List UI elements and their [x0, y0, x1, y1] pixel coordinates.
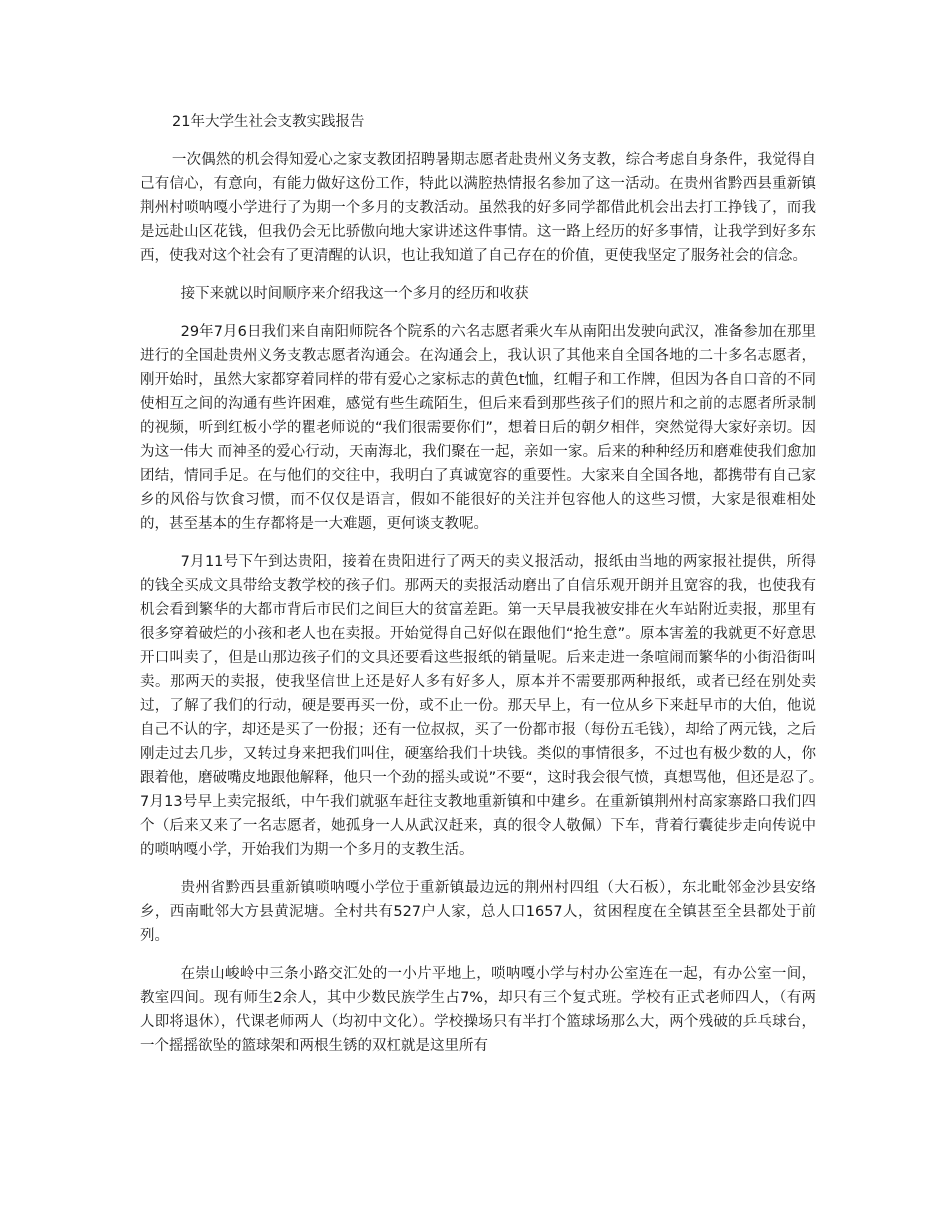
paragraph-transition: 接下来就以时间顺序来介绍我这一个多月的经历和收获 — [180, 286, 529, 302]
paragraph-guiyang-newspaper: 7月11号下午到达贵阳，接着在贵阳进行了两天的卖义报活动，报纸由当地的两家报社提供，所得的钱全买成文具带给支教学校的孩子们。那两天的卖报活动磨出了自信乐观开朗并且宽容的我，也使我有机会看到繁华的大都市背后市民们之间巨大的贫富差距。第一天早晨我被安排在火车站附近卖报，那里有很多穿着破烂的小孩和老人也在卖报。开始觉得自己好似在跟他们“抢生意”。原本害羞的我就更不好意思开口叫卖了，但是山那边孩子们的文具还要看这些报纸的销量呢。后来走进一条喧闹而繁华的小街沿街叫卖。那两天的卖报，使我坚信世上还是好人多有好多人，原本并不需要那两种报纸，或者已经在别处卖过，了解了我们的行动，硬是要再买一份，或不止一份。那天早上，有一位从乡下来赶早市的大伯，他说自己不认的字，却还是买了一份报；还有一位叔叔，买了一份都市报（每份五毛钱），却给了两元钱，之后刚走过去几步，又转过身来把我们叫住，硬塞给我们十块钱。类似的事情很多，不过也有极少数的人，你跟着他，磨破嘴皮地跟他解释，他只一个劲的摇头或说”不要“，这时我会很气愤，真想骂他，但还是忍了。 7月13号早上卖完报纸，中午我们就驱车赶往支教地重新镇和中建乡。在重新镇荆州村高家寨路口我们四个（后来又来了一名志愿者，她孤身一人从武汉赶来，真的很令人敬佩）下车，背着行囊徒步走向传说中的唢呐嘎小学，开始我们为期一个多月的支教生活。 — [140, 554, 831, 858]
paragraph-school-location: 贵州省黔西县重新镇唢呐嘎小学位于重新镇最边远的荆州村四组（大石板），东北毗邻金沙县安络乡，西南毗邻大方县黄泥塘。全村共有527户人家，总人口1657人，贫困程度在全镇甚至全县都处于前列。 — [140, 880, 816, 944]
document-title: 21年大学生社会支教实践报告 — [172, 114, 365, 130]
paragraph-school-conditions: 在崇山峻岭中三条小路交汇处的一小片平地上，唢呐嘎小学与村办公室连在一起，有办公室一间，教室四间。现有师生2余人，其中少数民族学生占7%，却只有三个复式班。学校有正式老师四人，（有两人即将退休），代课老师两人（均初中文化）。学校操场只有半打个篮球场那么大，两个残破的乒乓球台，一个摇摇欲坠的篮球架和两根生锈的双杠就是这里所有 — [140, 966, 816, 1054]
paragraph-intro: 一次偶然的机会得知爱心之家支教团招聘暑期志愿者赴贵州义务支教，综合考虑自身条件，我觉得自己有信心，有意向，有能力做好这份工作，特此以满腔热情报名参加了这一活动。在贵州省黔西县重新镇荆州村唢呐嘎小学进行了为期一个多月的支教活动。虽然我的好多同学都借此机会出去打工挣钱了，而我是远赴山区花钱，但我仍会无比骄傲向地大家讲述这件事情。这一路上经历的好多事情，让我学到好多东西，使我对这个社会有了更清醒的认识，也让我知道了自己存在的价值，更使我坚定了服务社会的信念。 — [140, 152, 816, 264]
paragraph-wuhan-meeting: 29年7月6日我们来自南阳师院各个院系的六名志愿者乘火车从南阳出发驶向武汉，准备参加在那里进行的全国赴贵州义务支教志愿者沟通会。在沟通会上，我认识了其他来自全国各地的二十多名志愿者，刚开始时，虽然大家都穿着同样的带有爱心之家标志的黄色t恤，红帽子和工作牌，但因为各自口音的不同使相互之间的沟通有些许困难，感觉有些生疏陌生，但后来看到那些孩子们的照片和之前的志愿者所录制的视频，听到红板小学的瞿老师说的“我们很需要你们”，想着日后的朝夕相伴，突然觉得大家好亲切。因为这一伟大 而神圣的爱心行动，天南海北，我们聚在一起，亲如一家。后来的种种经历和磨难使我们愈加团结，情同手足。在与他们的交往中，我明白了真诚宽容的重要性。大家来自全国各地，都携带有自己家乡的风俗与饮食习惯，而不仅仅是语言，假如不能很好的关注并包容他人的这些习惯，大家是很难相处的，甚至基本的生存都将是一大难题，更何谈支教呢。 — [140, 324, 816, 532]
document-body — [140, 110, 831, 1072]
